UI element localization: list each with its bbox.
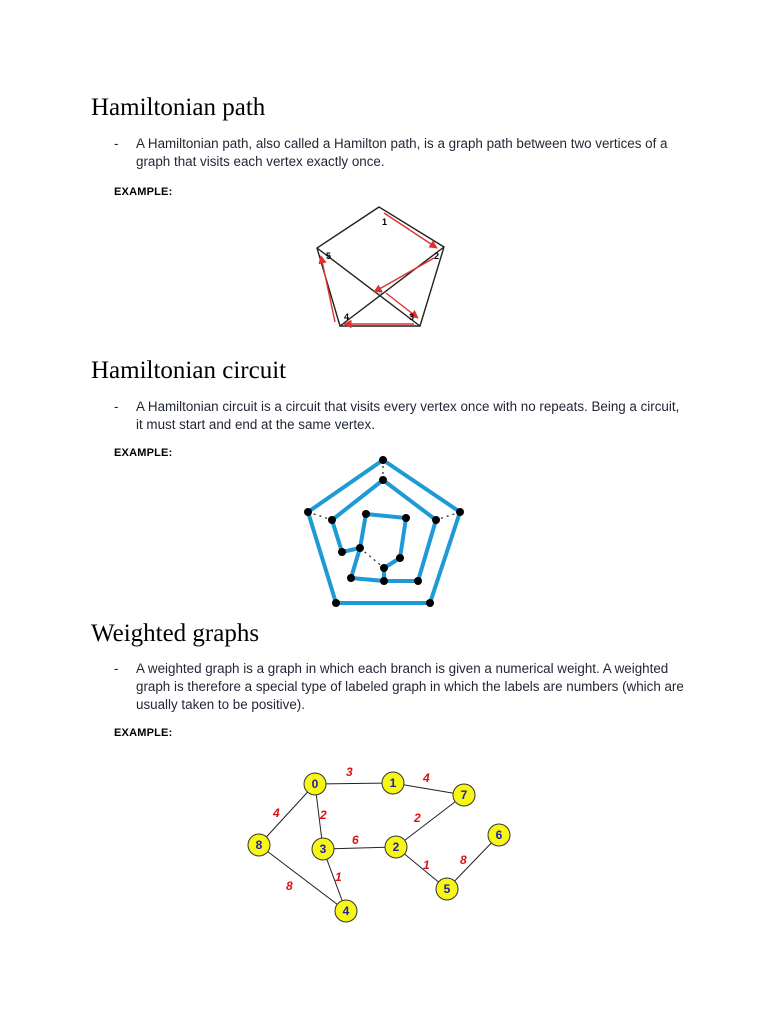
vertex bbox=[379, 476, 387, 484]
path-vertex-label-2: 2 bbox=[434, 251, 440, 261]
vertex bbox=[328, 516, 336, 524]
diagonal-5-to-3 bbox=[317, 248, 420, 326]
node-label-3: 3 bbox=[319, 842, 327, 856]
diagonal-2-to-4 bbox=[340, 247, 444, 326]
weighted-graph-figure bbox=[240, 758, 520, 928]
weight-0-1: 3 bbox=[346, 765, 353, 779]
weight-1-7: 4 bbox=[423, 771, 430, 785]
dotted-edge-inner bbox=[360, 548, 384, 568]
vertex bbox=[426, 599, 434, 607]
node-label-2: 2 bbox=[392, 840, 400, 854]
path-vertex-label-6: 6 bbox=[379, 290, 383, 296]
definition-weighted-graphs: A weighted graph is a graph in which each branch is given a numerical weight. A weighted graph is therefore a special type of labeled graph in which the labels are numbers (which are usually taken to be positive). bbox=[136, 661, 684, 712]
bullet-dash: - bbox=[114, 399, 119, 414]
circuit-vertices bbox=[304, 456, 464, 607]
vertex bbox=[414, 577, 422, 585]
vertex bbox=[332, 599, 340, 607]
vertex bbox=[379, 456, 387, 464]
edge-8-4 bbox=[259, 845, 346, 911]
bullet-dash: - bbox=[114, 661, 119, 676]
hamiltonian-path-figure bbox=[300, 192, 470, 342]
bullet-dash: - bbox=[114, 136, 119, 151]
example-label-weighted: EXAMPLE: bbox=[114, 727, 173, 739]
node-label-5: 5 bbox=[443, 882, 451, 896]
vertex bbox=[380, 564, 388, 572]
definition-hamiltonian-path: A Hamiltonian path, also called a Hamilton path, is a graph path between two vertices of a graph that visits each vertex exactly once. bbox=[136, 136, 668, 169]
path-vertex-label-4: 4 bbox=[344, 312, 350, 322]
heading-weighted-graphs: Weighted graphs bbox=[91, 620, 260, 647]
vertex bbox=[362, 510, 370, 518]
vertex bbox=[338, 548, 346, 556]
node-label-4: 4 bbox=[342, 904, 350, 918]
pentagon-edges bbox=[317, 207, 444, 326]
example-label-path: EXAMPLE: bbox=[114, 186, 173, 198]
weight-3-4: 1 bbox=[335, 870, 342, 884]
path-vertex-label-1: 1 bbox=[382, 217, 388, 227]
edge-7-2 bbox=[396, 795, 464, 847]
edge-0-1 bbox=[315, 783, 393, 784]
arrow-2-to-6 bbox=[374, 258, 434, 292]
node-label-0: 0 bbox=[311, 777, 319, 791]
path-vertex-label-5: 5 bbox=[326, 251, 332, 261]
hamiltonian-circuit-figure bbox=[296, 448, 476, 618]
heading-hamiltonian-path: Hamiltonian path bbox=[91, 94, 266, 121]
weight-8-4: 8 bbox=[286, 879, 293, 893]
node-label-1: 1 bbox=[389, 776, 397, 790]
vertex bbox=[356, 544, 364, 552]
vertex bbox=[347, 574, 355, 582]
weight-0-8: 4 bbox=[273, 806, 280, 820]
definition-hamiltonian-circuit: A Hamiltonian circuit is a circuit that visits every vertex once with no repeats. Being a circuit, it must start and end at the same vertex. bbox=[136, 399, 680, 432]
path-vertex-label-3: 3 bbox=[409, 312, 415, 322]
example-label-circuit: EXAMPLE: bbox=[114, 447, 173, 459]
bullet-hamiltonian-circuit bbox=[114, 398, 684, 434]
vertex bbox=[456, 508, 464, 516]
node-label-8: 8 bbox=[255, 838, 263, 852]
node-label-7: 7 bbox=[460, 788, 468, 802]
arrow-1-to-2 bbox=[384, 213, 437, 248]
vertex bbox=[402, 514, 410, 522]
vertex bbox=[432, 516, 440, 524]
edge-weights bbox=[272, 765, 467, 893]
node-label-6: 6 bbox=[495, 828, 503, 842]
weight-0-3: 2 bbox=[320, 808, 327, 822]
arrow-4-to-5 bbox=[321, 256, 335, 322]
weight-5-6: 8 bbox=[460, 853, 467, 867]
hamiltonian-path-arrows bbox=[321, 213, 440, 324]
vertex bbox=[396, 554, 404, 562]
vertex bbox=[380, 577, 388, 585]
edge-0-8 bbox=[259, 784, 315, 845]
weight-7-2: 2 bbox=[414, 811, 421, 825]
heading-hamiltonian-circuit: Hamiltonian circuit bbox=[91, 357, 287, 384]
bullet-hamiltonian-path bbox=[114, 135, 684, 171]
weight-3-2: 6 bbox=[352, 833, 359, 847]
bullet-weighted-graphs bbox=[114, 660, 684, 714]
weight-2-5: 1 bbox=[423, 858, 430, 872]
pentagon-outline bbox=[317, 207, 444, 326]
vertex bbox=[304, 508, 312, 516]
